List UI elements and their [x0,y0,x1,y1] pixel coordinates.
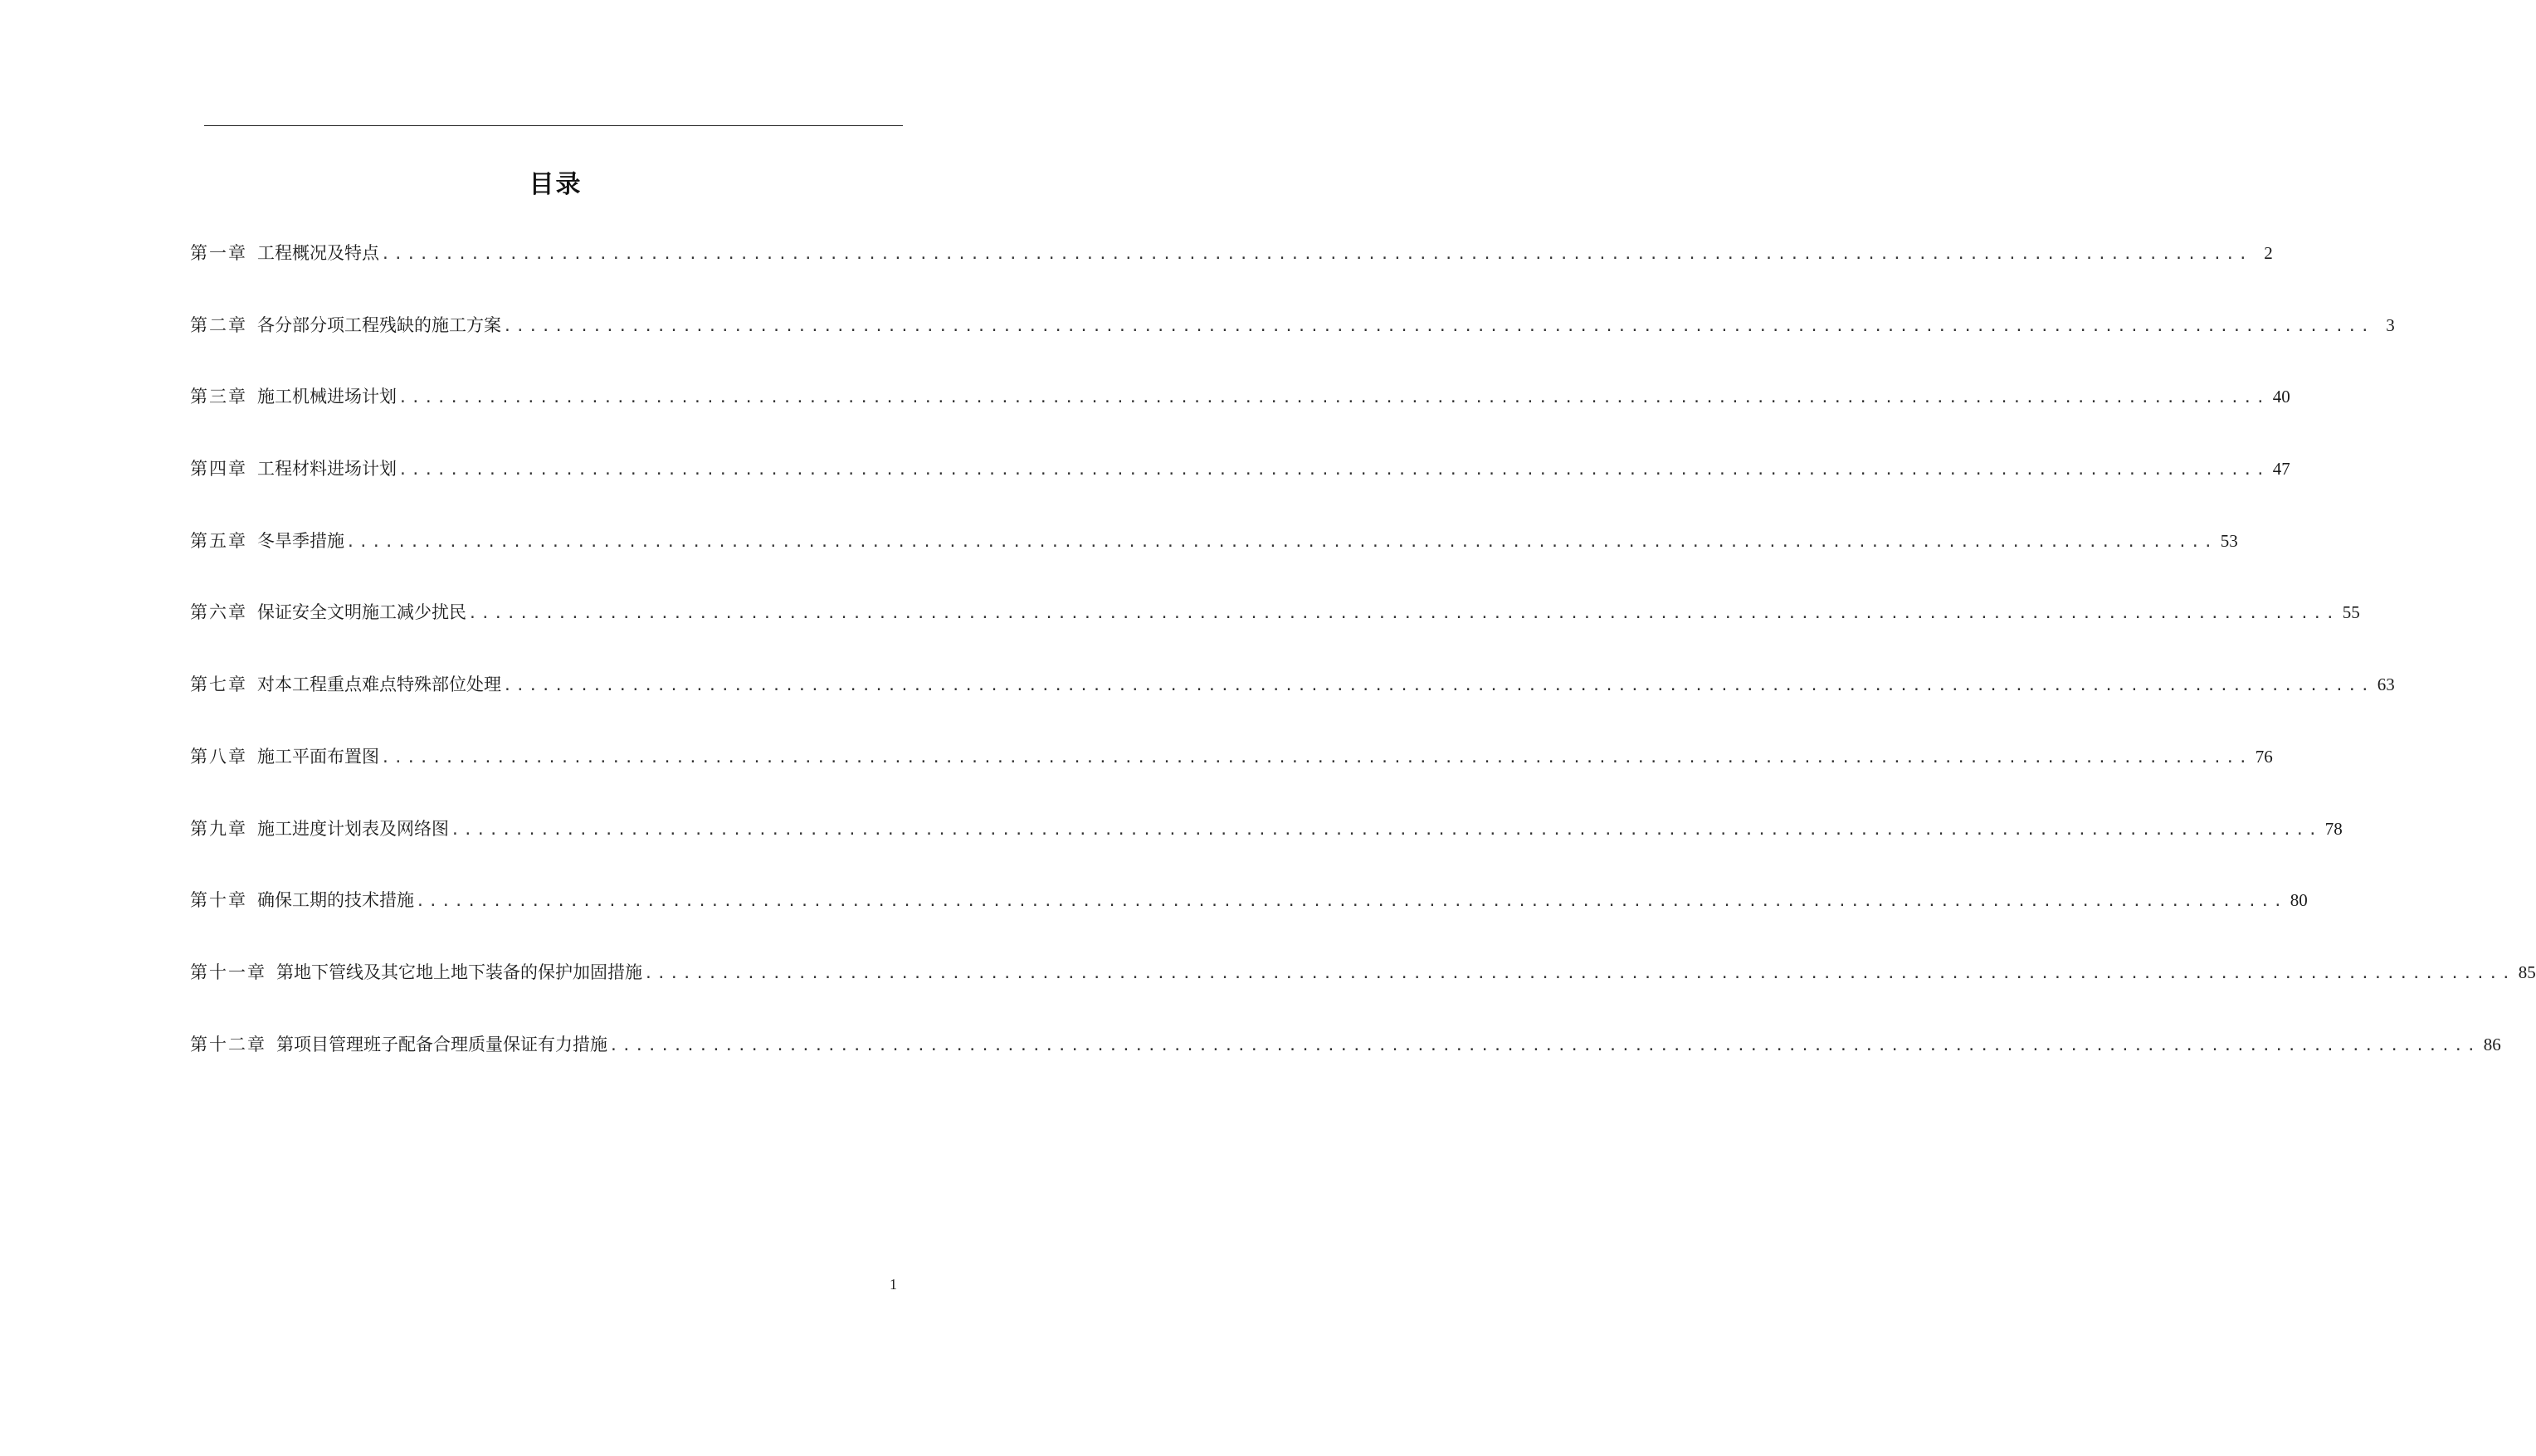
toc-chapter: 第一章 [190,243,247,263]
toc-page-number: 40 [2272,387,2290,407]
toc-entry[interactable] [190,384,2290,456]
toc-page-number: 63 [2377,674,2395,695]
toc-chapter: 第三章 [190,387,247,407]
toc-entry[interactable] [190,528,2238,601]
toc-page-number: 47 [2272,459,2290,480]
dot-leader: .................................................................................................................................................. [398,389,2269,407]
toc-entry[interactable] [190,313,2395,385]
dot-leader: .................................................................................................................................................. [503,317,2373,335]
toc-entry[interactable] [190,960,2536,1032]
toc-entry-label [190,672,501,697]
toc-entry-label [190,456,397,481]
toc-entry-title: 施工进度计划表及网络图 [257,818,449,839]
toc-page-number: 85 [2518,962,2536,982]
toc-entry-label [190,960,642,985]
toc-page-number: 76 [2255,746,2273,767]
toc-chapter: 第六章 [190,602,247,623]
toc-entry-title: 冬旱季措施 [257,530,344,551]
toc-entry-label [190,816,449,841]
toc-entry-label [190,600,466,625]
toc-page-number: 78 [2324,818,2343,839]
toc-entry-label [190,313,501,338]
dot-leader: .................................................................................................................................................. [346,533,2217,551]
dot-leader: .................................................................................................................................................. [503,677,2373,695]
page-number: 1 [890,1276,897,1293]
toc-entry-label [190,744,379,769]
toc-chapter: 第二章 [190,314,247,335]
toc-entry-title: 施工平面布置图 [257,746,379,767]
dot-leader: .................................................................................................................................................. [468,605,2338,623]
toc-entry[interactable] [190,888,2308,960]
toc-chapter: 第九章 [190,818,247,839]
table-of-contents [190,241,2536,1103]
dot-leader: .................................................................................................................................................. [451,821,2321,839]
toc-entry-title: 工程材料进场计划 [257,459,397,480]
toc-entry[interactable] [190,241,2273,313]
toc-chapter: 第十二章 [190,1034,266,1054]
toc-entry-title: 对本工程重点难点特殊部位处理 [257,674,501,695]
toc-entry-title: 工程概况及特点 [257,243,379,263]
toc-entry[interactable] [190,744,2273,816]
toc-entry-label [190,1032,607,1057]
dot-leader: .................................................................................................................................................. [644,964,2514,982]
toc-entry[interactable] [190,1032,2501,1104]
toc-entry-title: 第项目管理班子配备合理质量保证有力措施 [276,1034,607,1054]
toc-page-number: 2 [2264,243,2273,263]
toc-page-number: 53 [2220,530,2238,551]
toc-entry-label [190,888,414,913]
dot-leader: .................................................................................................................................................. [398,461,2269,480]
toc-page-number: 86 [2483,1034,2501,1054]
toc-page-number: 3 [2386,314,2395,335]
toc-title: 目录 [529,170,583,199]
dot-leader: .................................................................................................................................................. [609,1036,2480,1054]
toc-entry[interactable] [190,456,2290,528]
toc-page-number: 55 [2342,602,2360,623]
toc-entry[interactable] [190,672,2395,744]
toc-entry[interactable] [190,600,2360,672]
toc-entry[interactable] [190,816,2343,889]
toc-entry-label [190,528,344,553]
dot-leader: .................................................................................................................................................. [416,893,2286,911]
toc-entry-title: 施工机械进场计划 [257,387,397,407]
toc-entry-title: 第地下管线及其它地上地下装备的保护加固措施 [276,962,642,982]
toc-entry-label [190,384,397,409]
dot-leader: .................................................................................................................................................. [381,246,2251,263]
toc-chapter: 第十章 [190,890,247,911]
toc-chapter: 第四章 [190,459,247,480]
toc-page-number: 80 [2290,890,2308,911]
toc-entry-title: 各分部分项工程残缺的施工方案 [257,314,501,335]
toc-chapter: 第八章 [190,746,247,767]
toc-chapter: 第七章 [190,674,247,695]
toc-chapter: 第十一章 [190,962,266,982]
toc-chapter: 第五章 [190,530,247,551]
toc-entry-title: 确保工期的技术措施 [257,890,414,911]
dot-leader: .................................................................................................................................................. [381,748,2251,767]
header-rule [204,125,903,126]
toc-entry-label [190,241,379,265]
toc-entry-title: 保证安全文明施工减少扰民 [257,602,466,623]
